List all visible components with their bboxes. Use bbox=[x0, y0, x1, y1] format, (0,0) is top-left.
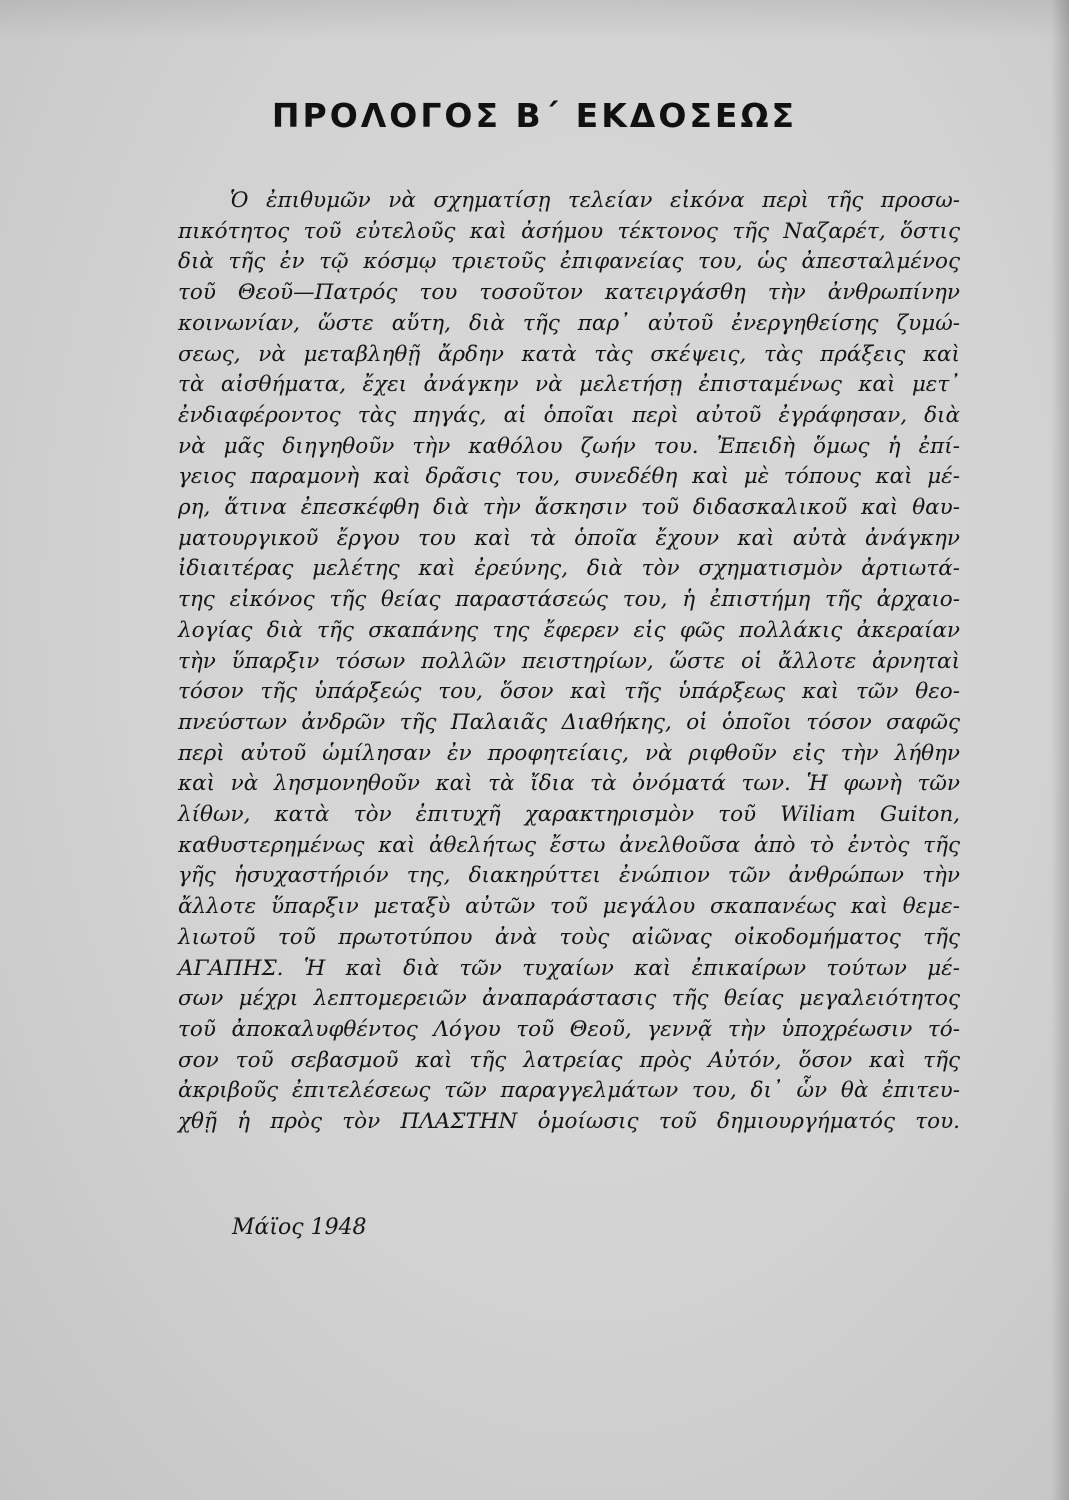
text-line: της εἰκόνος τῆς θείας παραστάσεώς του, ἡ ἐπιστήμη τῆς ἀρχαιο- bbox=[178, 587, 960, 613]
text-line: διὰ τῆς ἐν τῷ κόσμῳ τριετοῦς ἐπιφανείας του, ὡς ἀπεσταλμένος bbox=[178, 249, 960, 275]
text-line: τὴν ὕπαρξιν τόσων πολλῶν πειστηρίων, ὥστε οἱ ἄλλοτε ἀρνηταὶ bbox=[178, 648, 960, 674]
page-title: ΠΡΟΛΟΓΟΣ Β΄ ΕΚΔΟΣΕΩΣ bbox=[271, 96, 798, 135]
text-line: λίθων, κατὰ τὸν ἐπιτυχῆ χαρακτηρισμὸν τοῦ Wiliam Guiton, bbox=[178, 802, 960, 828]
text-line: Ὁ ἐπιθυμῶν νὰ σχηματίσῃ τελείαν εἰκόνα περὶ τῆς προσω- bbox=[230, 188, 960, 213]
signature-date: Μάϊος 1948 bbox=[232, 1215, 367, 1240]
text-line: τοῦ Θεοῦ—Πατρός του τοσοῦτον κατειργάσθη τὴν ἀνθρωπίνην bbox=[178, 280, 960, 306]
text-line: κοινωνίαν, ὥστε αὕτη, διὰ τῆς παρ᾿ αὐτοῦ ἐνεργηθείσης ζυμώ- bbox=[178, 310, 960, 336]
text-line: πικότητος τοῦ εὐτελοῦς καὶ ἀσήμου τέκτονος τῆς Ναζαρέτ, ὅστις bbox=[178, 218, 960, 244]
prologue-text bbox=[178, 186, 960, 1138]
text-line: χθῇ ἡ πρὸς τὸν ΠΛΑΣΤΗΝ ὁμοίωσις τοῦ δημιουργήματός του. bbox=[178, 1109, 960, 1135]
page-top-shadow bbox=[0, 0, 1069, 40]
text-line: τόσον τῆς ὑπάρξεώς του, ὅσον καὶ τῆς ὑπάρξεως καὶ τῶν θεο- bbox=[178, 679, 960, 705]
text-line: ΑΓΑΠΗΣ. Ἡ καὶ διὰ τῶν τυχαίων καὶ ἐπικαίρων τούτων μέ- bbox=[178, 955, 960, 981]
text-line: ἄλλοτε ὕπαρξιν μεταξὺ αὐτῶν τοῦ μεγάλου σκαπανέως καὶ θεμε- bbox=[178, 894, 960, 920]
text-line: λογίας διὰ τῆς σκαπάνης της ἔφερεν εἰς φῶς πολλάκις ἀκεραίαν bbox=[178, 617, 960, 643]
text-line: καὶ νὰ λησμονηθοῦν καὶ τὰ ἴδια τὰ ὀνόματά των. Ἡ φωνὴ τῶν bbox=[178, 771, 960, 797]
text-line: ματουργικοῦ ἔργου του καὶ τὰ ὁποῖα ἔχουν καὶ αὐτὰ ἀνάγκην bbox=[178, 525, 960, 551]
text-line: ρη, ἅτινα ἐπεσκέφθη διὰ τὴν ἄσκησιν τοῦ διδασκαλικοῦ καὶ θαυ- bbox=[178, 495, 960, 521]
text-line: περὶ αὐτοῦ ὡμίλησαν ἐν προφητείαις, νὰ ριφθοῦν εἰς τὴν λήθην bbox=[178, 740, 960, 766]
text-line: σον τοῦ σεβασμοῦ καὶ τῆς λατρείας πρὸς Αὐτόν, ὅσον καὶ τῆς bbox=[178, 1047, 960, 1073]
text-line: σων μέχρι λεπτομερειῶν ἀναπαράστασις τῆς θείας μεγαλειότητος bbox=[178, 986, 960, 1012]
text-line: σεως, νὰ μεταβληθῇ ἄρδην κατὰ τὰς σκέψεις, τὰς πράξεις καὶ bbox=[178, 341, 960, 367]
text-line: ἰδιαιτέρας μελέτης καὶ ἐρεύνης, διὰ τὸν σχηματισμὸν ἀρτιωτά- bbox=[178, 556, 960, 582]
text-line: τοῦ ἀποκαλυφθέντος Λόγου τοῦ Θεοῦ, γεννᾷ τὴν ὑποχρέωσιν τό- bbox=[178, 1016, 960, 1042]
text-line: πνεύστων ἀνδρῶν τῆς Παλαιᾶς Διαθήκης, οἱ ὁποῖοι τόσον σαφῶς bbox=[178, 709, 960, 735]
text-line: καθυστερημένως καὶ ἀθελήτως ἔστω ἀνελθοῦσα ἀπὸ τὸ ἐντὸς τῆς bbox=[178, 832, 960, 858]
text-line: γειος παραμονὴ καὶ δρᾶσις του, συνεδέθη καὶ μὲ τόπους καὶ μέ- bbox=[178, 464, 960, 490]
text-line: τὰ αἰσθήματα, ἔχει ἀνάγκην νὰ μελετήσῃ ἐπισταμένως καὶ μετ᾿ bbox=[178, 372, 960, 398]
text-line: ἀκριβοῦς ἐπιτελέσεως τῶν παραγγελμάτων του, δι᾿ ὧν θὰ ἐπιτευ- bbox=[178, 1078, 960, 1104]
text-line: γῆς ἡσυχαστήριόν της, διακηρύττει ἐνώπιον τῶν ἀνθρώπων τὴν bbox=[178, 863, 960, 889]
text-line: ἐνδιαφέροντος τὰς πηγάς, αἱ ὁποῖαι περὶ αὐτοῦ ἐγράφησαν, διὰ bbox=[178, 402, 960, 428]
page-right-shadow bbox=[1051, 0, 1069, 1500]
text-line: νὰ μᾶς διηγηθοῦν τὴν καθόλου ζωήν του. Ἐπειδὴ ὅμως ἡ ἐπί- bbox=[178, 433, 960, 459]
text-line: λιωτοῦ τοῦ πρωτοτύπου ἀνὰ τοὺς αἰῶνας οἰκοδομήματος τῆς bbox=[178, 924, 960, 950]
